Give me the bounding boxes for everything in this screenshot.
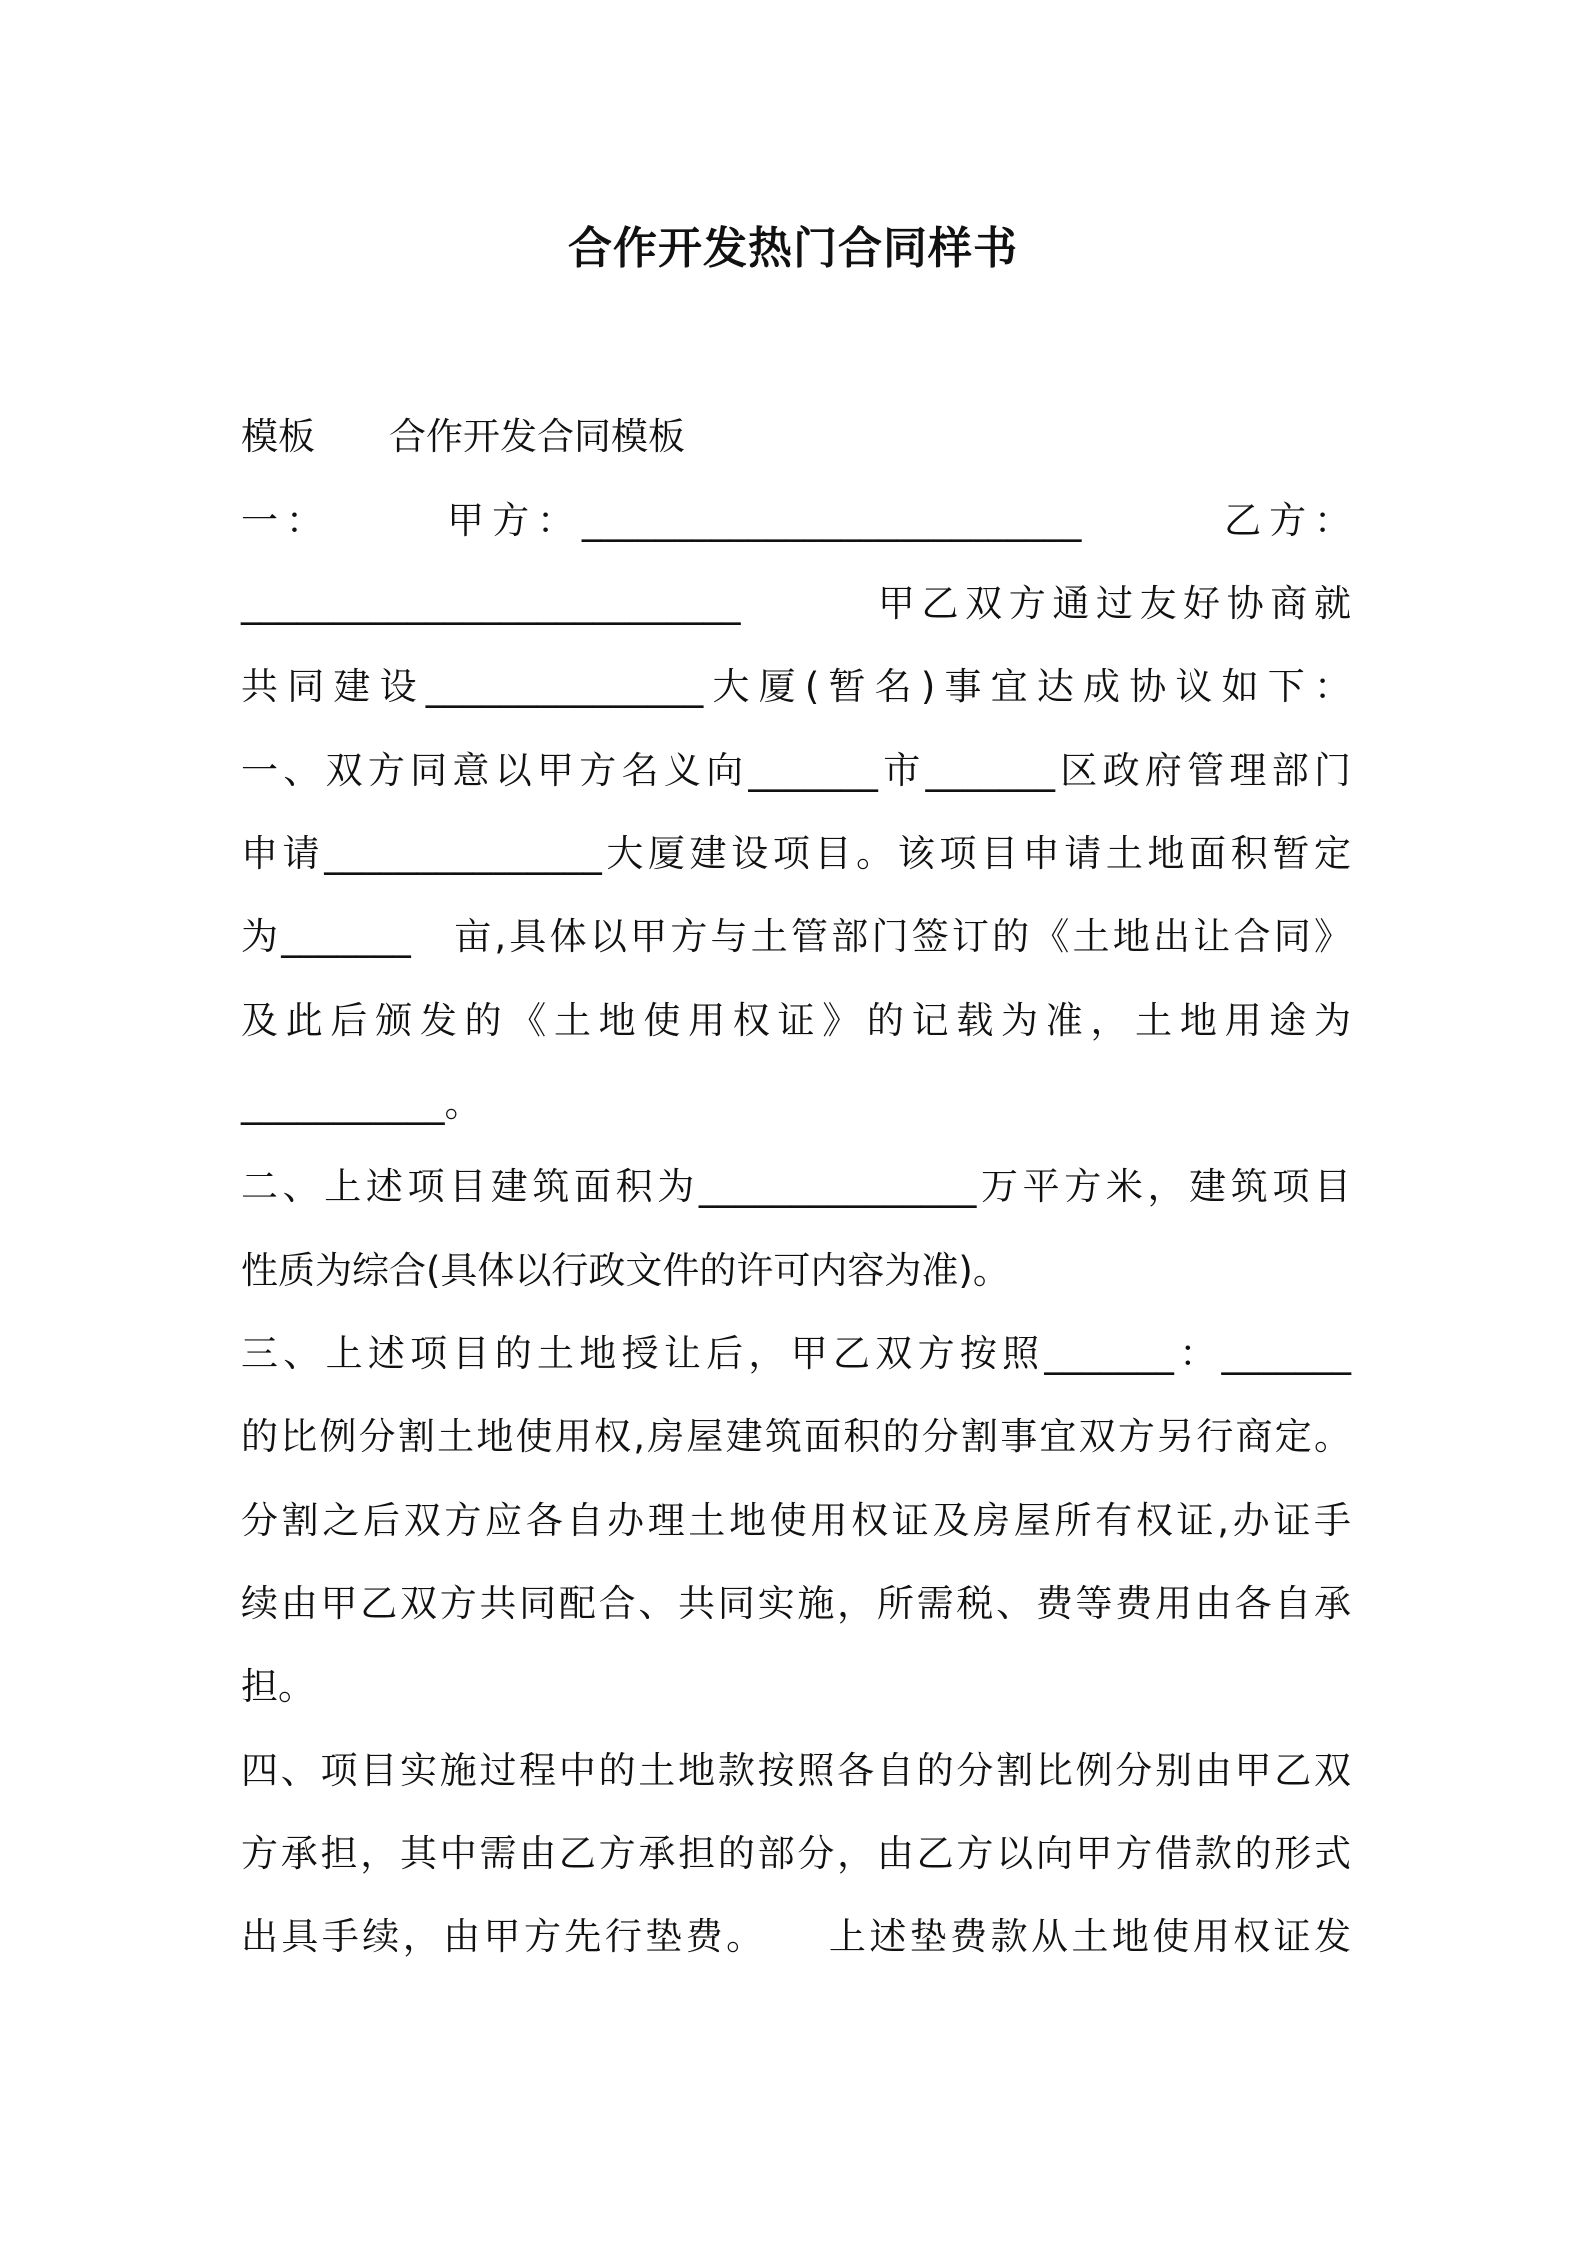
clause-1-line-3: 为_______ 亩,具体以甲方与土管部门签订的《土地出让合同》 — [241, 915, 1351, 958]
template-label-line: 模板 合作开发合同模板 — [241, 415, 685, 458]
clause-1-line-5: ___________。 — [241, 1082, 482, 1125]
clause-3-line-4: 续由甲乙双方共同配合、共同实施，所需税、费等费用由各自承 — [241, 1582, 1351, 1625]
clause-2-line-2: 性质为综合(具体以行政文件的许可内容为准)。 — [241, 1249, 1010, 1292]
party-a-line: 一： 甲方：___________________________ 乙方： — [241, 499, 1351, 542]
clause-4-line-2: 方承担，其中需由乙方承担的部分，由乙方以向甲方借款的形式 — [241, 1832, 1351, 1875]
agreement-intro-line: 共同建设_______________大厦(暂名)事宜达成协议如下： — [241, 665, 1351, 708]
clause-2-line-1: 二、上述项目建筑面积为_______________万平方米，建筑项目 — [241, 1165, 1351, 1208]
clause-3-line-2: 的比例分割土地使用权,房屋建筑面积的分割事宜双方另行商定。 — [241, 1415, 1351, 1458]
clause-4-line-1: 四、项目实施过程中的土地款按照各自的分割比例分别由甲乙双 — [241, 1749, 1351, 1792]
party-b-line: ___________________________ 甲乙双方通过友好协商就 — [241, 582, 1351, 625]
clause-4-line-3: 出具手续，由甲方先行垫费。 上述垫费款从土地使用权证发 — [241, 1915, 1351, 1958]
clause-1-line-1: 一、双方同意以甲方名义向_______市_______区政府管理部门 — [241, 749, 1351, 792]
clause-3-line-3: 分割之后双方应各自办理土地使用权证及房屋所有权证,办证手 — [241, 1499, 1351, 1542]
clause-3-line-5: 担。 — [241, 1665, 315, 1708]
clause-3-line-1: 三、上述项目的土地授让后，甲乙双方按照_______：_______ — [241, 1332, 1351, 1375]
clause-1-line-4: 及此后颁发的《土地使用权证》的记载为准，土地用途为 — [241, 999, 1351, 1042]
clause-1-line-2: 申请_______________大厦建设项目。该项目申请土地面积暂定 — [241, 832, 1351, 875]
document-title: 合作开发热门合同样书 — [568, 223, 1018, 274]
